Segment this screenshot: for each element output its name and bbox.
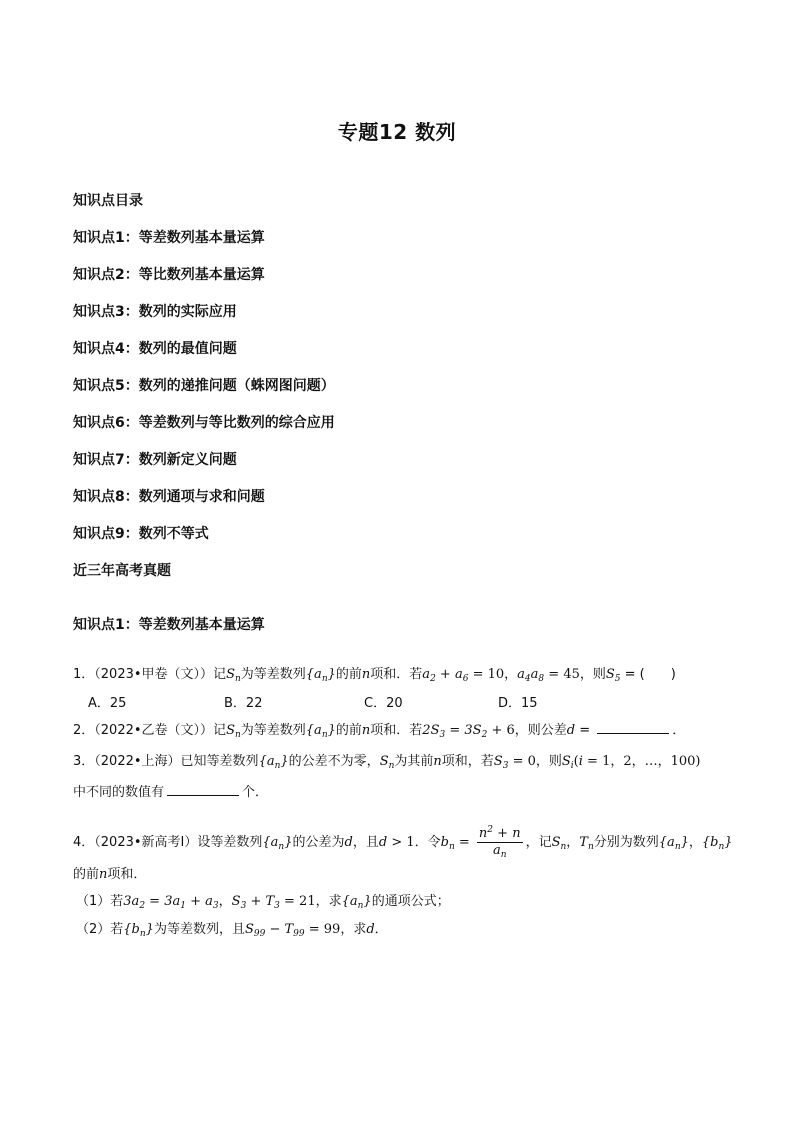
toc-heading: 知识点目录 <box>73 193 143 209</box>
toc-item[interactable]: 知识点5：数列的递推问题（蛛网图问题） <box>73 378 335 394</box>
question-text: ， <box>566 835 580 850</box>
toc-footer[interactable]: 近三年高考真题 <box>73 563 171 579</box>
math: + 6，则公差 <box>487 723 567 738</box>
math: $a_2 + a_6$ <box>422 667 469 684</box>
math: n <box>433 754 442 769</box>
math: $T_3$ <box>265 894 280 911</box>
question-text: = <box>575 723 595 738</box>
math: $3a_1$ <box>164 894 186 911</box>
question-4 <box>73 822 733 867</box>
math: = 0，则 <box>508 754 562 769</box>
math: $\{a_n\}$ <box>305 723 336 740</box>
math: $2S_3$ <box>422 723 446 740</box>
question-source: （2023•甲卷（文）） <box>94 667 214 682</box>
math: $\{a_n\}$ <box>658 835 689 852</box>
math: n <box>361 667 371 682</box>
question-text: 为其前 <box>394 754 434 769</box>
answer-blank[interactable] <box>597 721 669 734</box>
question-text: 为等差数列 <box>240 723 306 738</box>
math: $a_4a_8$ <box>517 667 545 684</box>
math: n <box>361 723 371 738</box>
question-text: 为等差数列，且 <box>153 922 245 937</box>
math: $\{a_n\}$ <box>262 835 293 852</box>
math: $3S_2$ <box>464 723 488 740</box>
question-text: 分别为数列 <box>593 835 659 850</box>
question-number: 4． <box>73 835 95 850</box>
math: $\{a_n\}$ <box>305 667 336 684</box>
fraction: $\frac{n^2 + n}{a_n}$ <box>477 822 523 863</box>
option-d[interactable]: D．15 <box>498 696 538 711</box>
math: $S_i$ <box>561 754 574 771</box>
question-text: 的公差为 <box>292 835 345 850</box>
page-title: 专题12 数列 <box>337 120 457 144</box>
toc-item[interactable]: 知识点2：等比数列基本量运算 <box>73 267 265 283</box>
option-b[interactable]: B．22 <box>224 696 263 711</box>
question-source: （2023•新高考Ⅰ） <box>94 835 198 850</box>
question-text: 项和，若 <box>441 754 494 769</box>
math: = 10， <box>468 667 518 682</box>
question-2 <box>73 721 685 745</box>
math: = 45，则 <box>544 667 606 682</box>
math: = <box>454 835 474 850</box>
toc-item[interactable]: 知识点4：数列的最值问题 <box>73 341 237 357</box>
question-text: 的通项公式； <box>371 894 450 909</box>
question-4-line-2 <box>73 865 146 885</box>
question-3 <box>73 752 701 776</box>
math: = 99，求 <box>304 922 367 937</box>
question-text: 设等差数列 <box>197 835 263 850</box>
question-number: 1． <box>73 667 95 682</box>
toc-item[interactable]: 知识点3：数列的实际应用 <box>73 304 237 320</box>
question-text: 的公差不为零， <box>288 754 380 769</box>
question-4-part-1 <box>76 892 450 916</box>
math: ( <box>573 754 579 769</box>
math: $T_n$ <box>579 835 594 852</box>
question-text: 项和．若 <box>370 723 423 738</box>
math: $a_3$ <box>205 894 219 911</box>
math: d <box>378 835 388 850</box>
math: $S_n$ <box>226 723 241 740</box>
question-text: 记 <box>213 723 227 738</box>
toc-item[interactable]: 知识点9：数列不等式 <box>73 526 209 542</box>
table-of-contents <box>73 190 335 597</box>
math: $S_3$ <box>493 754 509 771</box>
math: $T_{99}$ <box>284 922 305 939</box>
math: d <box>566 723 576 738</box>
question-text: 记 <box>213 667 227 682</box>
question-3-line-2 <box>73 783 268 803</box>
question-text: ． <box>672 723 686 738</box>
option-a[interactable]: A．25 <box>88 696 127 711</box>
question-4-part-2 <box>76 920 388 944</box>
math: i <box>578 754 583 769</box>
question-text: 个． <box>242 785 269 800</box>
toc-item[interactable]: 知识点8：数列通项与求和问题 <box>73 489 265 505</box>
question-text: 中不同的数值有 <box>73 785 165 800</box>
math: $S_n$ <box>551 835 567 852</box>
math: − <box>265 922 285 937</box>
math: = 1，2，…，100) <box>582 754 701 769</box>
question-text: 的前 <box>73 867 100 882</box>
question-number: 2． <box>73 723 95 738</box>
math: + <box>246 894 266 909</box>
math: > 1．令 <box>387 835 441 850</box>
question-text: 的前 <box>335 667 362 682</box>
math: = <box>445 723 465 738</box>
math: d <box>366 922 375 937</box>
question-text: ， <box>218 894 232 909</box>
math: $\{a_n\}$ <box>258 754 289 771</box>
option-c[interactable]: C．20 <box>364 696 403 711</box>
question-number: 3． <box>73 754 95 769</box>
question-text: 项和． <box>107 867 147 882</box>
math: $b_n$ <box>440 835 455 852</box>
math: = <box>145 894 165 909</box>
math: n <box>99 867 108 882</box>
math: $3a_2$ <box>123 894 146 911</box>
math: $S_3$ <box>231 894 247 911</box>
math: $\{b_n\}$ <box>123 922 154 939</box>
math: $S_{99}$ <box>244 922 266 939</box>
math: $S_5$ <box>605 667 621 684</box>
question-text: ， <box>688 835 702 850</box>
question-text: （1）若 <box>76 894 124 909</box>
math: $\{a_n\}$ <box>341 894 372 911</box>
question-text: （2）若 <box>76 922 124 937</box>
answer-blank[interactable] <box>167 783 239 796</box>
question-text: 项和．若 <box>370 667 423 682</box>
math: $\{b_n\}$ <box>701 835 733 852</box>
math: + <box>185 894 206 909</box>
toc-item[interactable]: 知识点7：数列新定义问题 <box>73 452 237 468</box>
math: $S_n$ <box>226 667 241 684</box>
math: d <box>344 835 353 850</box>
question-text: ． <box>374 922 388 937</box>
question-source: （2022•乙卷（文）） <box>94 723 214 738</box>
toc-item[interactable]: 知识点1：等差数列基本量运算 <box>73 230 265 246</box>
question-text: 的前 <box>335 723 362 738</box>
question-1 <box>73 665 676 689</box>
question-text: 已知等差数列 <box>180 754 259 769</box>
toc-item[interactable]: 知识点6：等差数列与等比数列的综合应用 <box>73 415 335 431</box>
question-text: ，记 <box>525 835 552 850</box>
section-heading: 知识点1：等差数列基本量运算 <box>73 617 265 633</box>
math: $S_n$ <box>379 754 395 771</box>
question-text: = ( ) <box>620 667 676 682</box>
math: = 21，求 <box>279 894 342 909</box>
question-text: 为等差数列 <box>240 667 306 682</box>
question-source: （2022•上海） <box>94 754 181 769</box>
question-text: ，且 <box>352 835 379 850</box>
